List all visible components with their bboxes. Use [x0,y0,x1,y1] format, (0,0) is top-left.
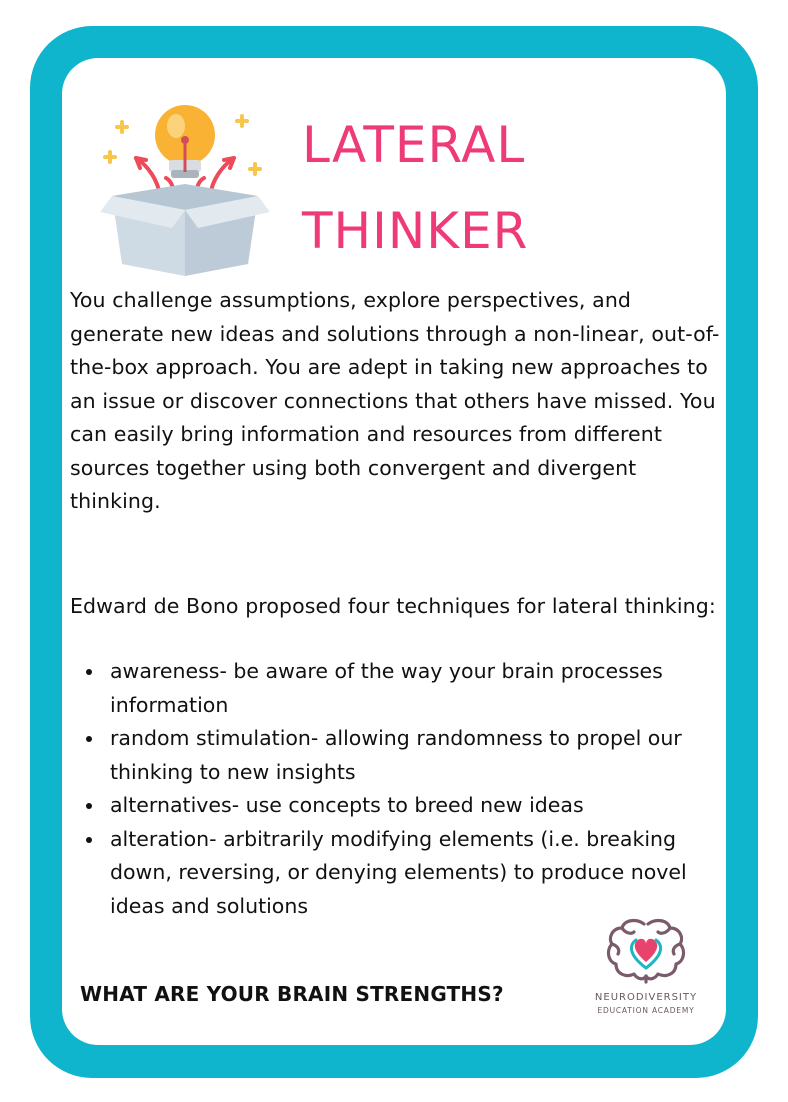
title-line-2: THINKER [302,202,529,260]
brand-subtitle: EDUCATION ACADEMY [597,1006,695,1015]
technique-item: alternatives- use concepts to breed new ideas [80,789,720,823]
box-icon [100,184,270,276]
footer-question: WHAT ARE YOUR BRAIN STRENGTHS? [80,982,504,1006]
bulb-icon [155,105,215,178]
technique-item: alteration- arbitrarily modifying elements (i.e. breaking down, reversing, or denying elements) to produce novel ideas and solutions [80,823,720,924]
title-line-1: LATERAL [302,116,526,174]
brand-logo [582,918,710,1020]
lightbulb-box-icon [100,100,270,278]
brain-heart-icon [606,918,686,984]
technique-item: random stimulation- allowing randomness to propel our thinking to new insights [80,722,720,789]
intro-paragraph: You challenge assumptions, explore perspectives, and generate new ideas and solutions through a non-linear, out-of-the-box approach. You are adept in taking new approaches to an issue or discover connections that others have missed. You can easily bring information and resources from different sources together using both convergent and divergent thinking. [70,288,720,513]
techniques-list [80,655,720,923]
techniques-lead: Edward de Bono proposed four techniques for lateral thinking: [70,594,716,618]
technique-item: awareness- be aware of the way your brain processes information [80,655,720,722]
brand-name: NEURODIVERSITY [594,992,698,1003]
